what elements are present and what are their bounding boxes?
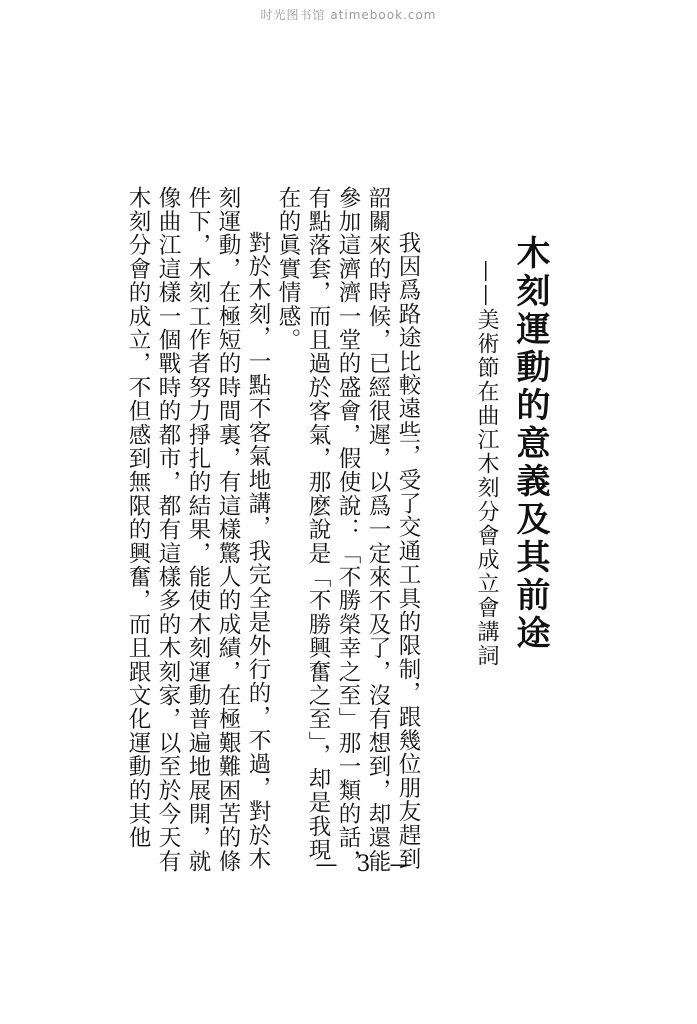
article-body [123,186,423,876]
paragraph-1: 我因爲路途比較遠些，受了交通工具的限制，跟幾位朋友趕到韶關來的時候，已經很遲，以爲一定來不及了，沒有想到，却還能參加這濟濟一堂的盛會，假使說：「不勝榮幸之至」那一類的話，有點落套，而且過於客氣，那麽說是「不勝興奮之至」，却是我現在的眞實情感。 [275,186,421,874]
page-content [123,140,550,900]
article-title: 木刻運動的意義及其前途 [510,235,550,653]
watermark: 时光图书馆 atimebook.com [260,8,437,22]
article-subtitle: ——美術節在曲江木刻分會成立會講詞 [474,260,499,668]
paragraph-2: 對於木刻，一點不客氣地講，我完全是外行的，不過，對於木刻運動，在極短的時間裏，有這樣驚人的成績，在極艱難困苦的條件下，木刻工作者努力掙扎的結果，能使木刻運動普遍地展開，就像曲江這樣一個戰時的都市，都有這樣多的木刻家，以至於今天有木刻分會的成立，不但感到無限的興奮，而且跟文化運動的其他 [125,186,271,874]
page-number: — 3 — [315,852,418,877]
